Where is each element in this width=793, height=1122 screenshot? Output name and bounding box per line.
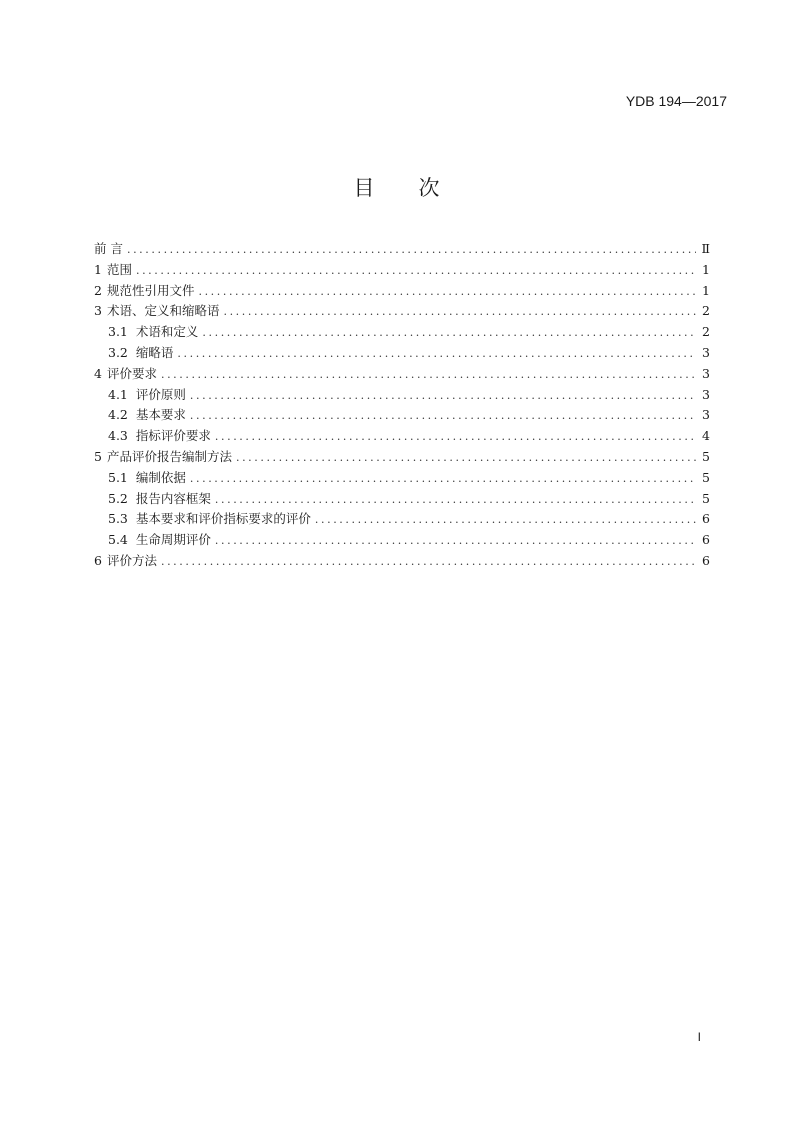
toc-entry-number: 5.1 <box>108 469 128 485</box>
toc-dot-leader <box>190 386 696 407</box>
toc-entry-number: 2 <box>94 282 102 298</box>
toc-entry-number: 4.2 <box>108 407 128 423</box>
toc-entry-number: 1 <box>94 261 102 277</box>
toc-entry-label: 生命周期评价 <box>135 532 211 548</box>
table-of-contents <box>94 239 710 572</box>
toc-entry[interactable] <box>94 468 710 489</box>
toc-entry[interactable] <box>94 530 710 551</box>
page-number: I <box>697 1030 701 1044</box>
toc-entry-label: 编制依据 <box>135 469 186 485</box>
toc-dot-leader <box>315 510 696 531</box>
toc-entry[interactable] <box>94 447 710 468</box>
toc-title <box>0 172 793 202</box>
toc-entry-page: 6 <box>702 511 710 527</box>
toc-dot-leader <box>215 490 696 511</box>
toc-entry-label: 缩略语 <box>135 344 174 360</box>
toc-entry-number: 4 <box>94 365 102 381</box>
toc-entry-page: 5 <box>702 469 710 485</box>
toc-entry-number: 5.3 <box>108 511 128 527</box>
toc-dot-leader <box>215 427 696 448</box>
toc-entry-label: 规范性引用文件 <box>106 282 195 298</box>
toc-entry-page: 6 <box>702 532 710 548</box>
toc-entry-page: 3 <box>702 344 710 360</box>
toc-entry-number: 5 <box>94 448 102 464</box>
toc-entry-page: 2 <box>702 303 710 319</box>
toc-entry-page: 6 <box>702 552 710 568</box>
toc-dot-leader <box>177 344 696 365</box>
toc-entry-number: 4.1 <box>108 386 128 402</box>
toc-title-char-2: 次 <box>418 176 440 200</box>
toc-entry-label: 评价要求 <box>106 365 157 381</box>
toc-dot-leader <box>215 531 696 552</box>
toc-entry-number: 4.3 <box>108 428 128 444</box>
toc-entry-page: 3 <box>702 386 710 402</box>
toc-dot-leader <box>190 469 696 490</box>
toc-dot-leader <box>236 448 696 469</box>
toc-entry-number: 6 <box>94 552 102 568</box>
toc-entry-number: 5.4 <box>108 532 128 548</box>
toc-entry-page: 5 <box>702 448 710 464</box>
toc-entry[interactable] <box>94 343 710 364</box>
toc-entry[interactable] <box>94 405 710 426</box>
toc-entry-label: 产品评价报告编制方法 <box>106 448 232 464</box>
toc-entry-number: 3.2 <box>108 344 128 360</box>
toc-entry-page: 1 <box>702 282 710 298</box>
toc-entry[interactable] <box>94 385 710 406</box>
toc-entry[interactable] <box>94 239 710 260</box>
toc-entry[interactable] <box>94 301 710 322</box>
toc-entry[interactable] <box>94 509 710 530</box>
toc-dot-leader <box>202 323 696 344</box>
toc-entry-number: 3 <box>94 303 102 319</box>
toc-dot-leader <box>161 365 696 386</box>
toc-entry-number: 5.2 <box>108 490 128 506</box>
toc-entry-label: 评价方法 <box>106 552 157 568</box>
toc-entry-label: 术语、定义和缩略语 <box>106 303 220 319</box>
toc-entry[interactable] <box>94 260 710 281</box>
toc-entry[interactable] <box>94 489 710 510</box>
toc-entry[interactable] <box>94 364 710 385</box>
toc-entry-page: Ⅱ <box>701 241 710 256</box>
document-code: YDB 194—2017 <box>625 93 727 109</box>
toc-dot-leader <box>136 261 696 282</box>
toc-entry-label: 范围 <box>106 261 132 277</box>
toc-dot-leader <box>223 302 696 323</box>
toc-dot-leader <box>127 240 696 261</box>
toc-entry-page: 4 <box>702 428 710 444</box>
toc-entry-page: 3 <box>702 365 710 381</box>
toc-entry-label: 基本要求和评价指标要求的评价 <box>135 511 311 527</box>
toc-dot-leader <box>190 406 696 427</box>
toc-entry[interactable] <box>94 551 710 572</box>
toc-title-char-1: 目 <box>353 176 375 200</box>
toc-entry[interactable] <box>94 281 710 302</box>
toc-entry-page: 3 <box>702 407 710 423</box>
toc-entry-label: 指标评价要求 <box>135 428 211 444</box>
toc-entry-page: 5 <box>702 490 710 506</box>
toc-entry[interactable] <box>94 322 710 343</box>
toc-entry[interactable] <box>94 426 710 447</box>
toc-entry-page: 2 <box>702 324 710 340</box>
toc-entry-label: 基本要求 <box>135 407 186 423</box>
toc-entry-label: 术语和定义 <box>135 324 199 340</box>
toc-dot-leader <box>198 282 696 303</box>
toc-entry-page: 1 <box>702 261 710 277</box>
toc-dot-leader <box>161 552 696 573</box>
toc-entry-label: 评价原则 <box>135 386 186 402</box>
toc-entry-label: 前 言 <box>94 241 123 256</box>
toc-entry-label: 报告内容框架 <box>135 490 211 506</box>
toc-entry-number: 3.1 <box>108 324 128 340</box>
